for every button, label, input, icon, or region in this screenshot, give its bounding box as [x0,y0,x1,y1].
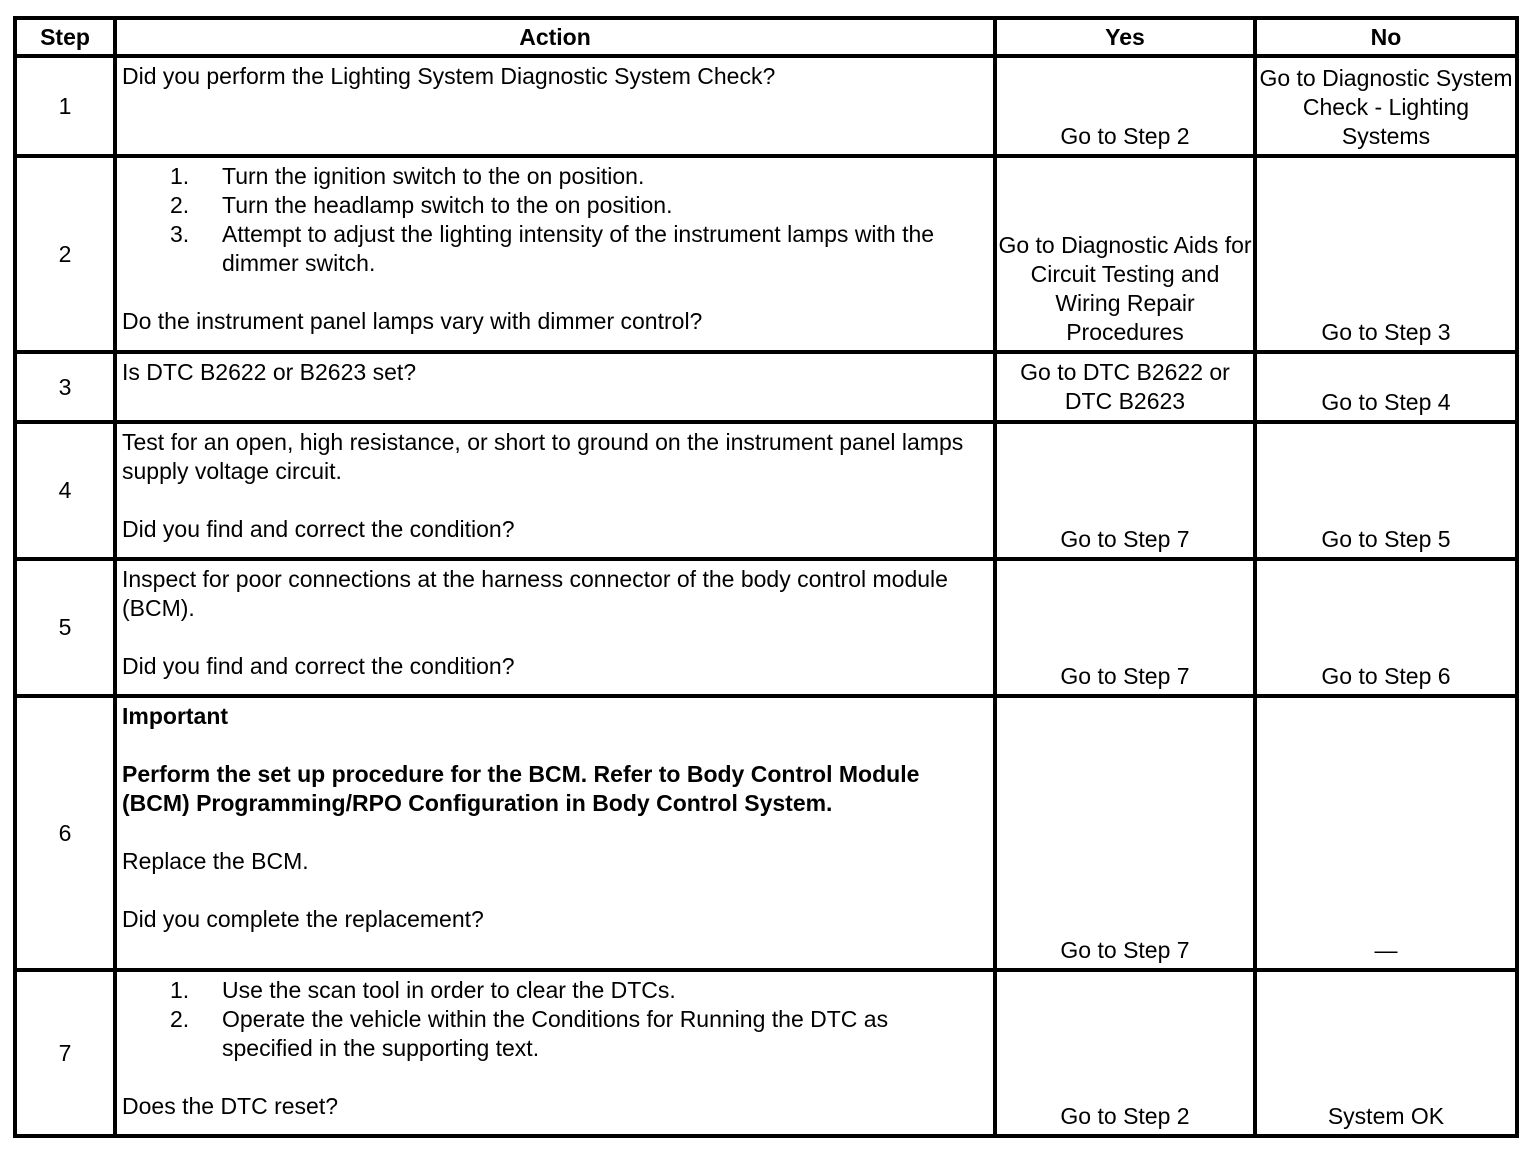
procedure-list [122,162,989,278]
no-cell: Go to Step 3 [1255,156,1517,352]
list-item: 2. Turn the headlamp switch to the on position. [170,192,673,218]
yes-cell: Go to Diagnostic Aids for Circuit Testing and Wiring Repair Procedures [995,156,1255,352]
yes-cell: Go to DTC B2622 or DTC B2623 [995,352,1255,422]
action-cell [115,56,995,156]
table-row [15,56,1517,156]
yes-cell: Go to Step 2 [995,970,1255,1136]
list-item: 3. Attempt to adjust the lighting intensity of the instrument lamps with the dimmer switch. [170,221,935,276]
action-cell [115,352,995,422]
table-row [15,696,1517,970]
procedure-list [122,976,989,1063]
action-text: Test for an open, high resistance, or short to ground on the instrument panel lamps supply voltage circuit. [122,429,964,484]
action-question: Did you find and correct the condition? [122,516,515,542]
yes-cell: Go to Step 7 [995,422,1255,559]
no-cell: Go to Step 5 [1255,422,1517,559]
step-number: 3 [15,352,115,422]
table-row [15,422,1517,559]
step-number: 6 [15,696,115,970]
no-cell: Go to Step 4 [1255,352,1517,422]
no-cell: System OK [1255,970,1517,1136]
header-step: Step [15,18,115,56]
action-text: Inspect for poor connections at the harness connector of the body control module (BCM). [122,566,948,621]
action-question: Did you find and correct the condition? [122,653,515,679]
no-cell: Go to Diagnostic System Check - Lighting Systems [1255,56,1517,156]
yes-cell: Go to Step 2 [995,56,1255,156]
action-cell [115,696,995,970]
action-question: Does the DTC reset? [122,1093,339,1119]
step-number: 2 [15,156,115,352]
list-item: 2. Operate the vehicle within the Conditions for Running the DTC as specified in the supporting text. [170,1006,889,1061]
action-cell [115,422,995,559]
step-number: 7 [15,970,115,1136]
action-cell [115,970,995,1136]
action-question: Did you complete the replacement? [122,906,484,932]
table-row [15,970,1517,1136]
no-cell: — [1255,696,1517,970]
header-yes: Yes [995,18,1255,56]
header-action: Action [115,18,995,56]
yes-cell: Go to Step 7 [995,559,1255,696]
step-number: 5 [15,559,115,696]
no-cell: Go to Step 6 [1255,559,1517,696]
action-text: Replace the BCM. [122,848,309,874]
step-number: 4 [15,422,115,559]
action-question: Do the instrument panel lamps vary with dimmer control? [122,308,703,334]
action-question: Did you perform the Lighting System Diagnostic System Check? [122,63,776,89]
table-row [15,352,1517,422]
yes-cell: Go to Step 7 [995,696,1255,970]
table-row [15,156,1517,352]
action-question: Is DTC B2622 or B2623 set? [122,359,417,385]
important-label: Important [122,703,229,729]
list-item: 1. Turn the ignition switch to the on position. [170,163,645,189]
list-item: 1. Use the scan tool in order to clear the DTCs. [170,977,676,1003]
action-cell [115,559,995,696]
header-no: No [1255,18,1517,56]
important-note: Perform the set up procedure for the BCM. Refer to Body Control Module (BCM) Programming/RPO Configuration in Body Control System. [122,761,920,816]
step-number: 1 [15,56,115,156]
header-row [15,18,1517,56]
diagnostic-table [13,16,1519,1138]
action-cell [115,156,995,352]
table-row [15,559,1517,696]
